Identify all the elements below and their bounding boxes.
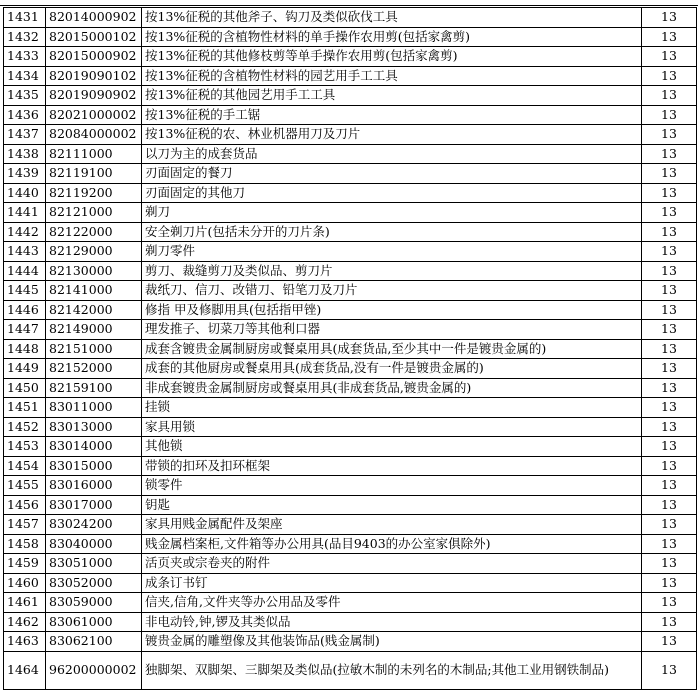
tax-rate-cell: 13 [642, 515, 697, 535]
commodity-code-cell: 83017000 [46, 495, 142, 515]
row-index-cell: 1454 [4, 456, 46, 476]
commodity-code-cell: 82119200 [46, 183, 142, 203]
commodity-code-cell: 83062100 [46, 632, 142, 652]
table-row [4, 261, 697, 281]
commodity-description-cell: 锁零件 [142, 476, 642, 496]
table-row [4, 222, 697, 242]
commodity-code-cell: 82021000002 [46, 105, 142, 125]
tax-rate-cell: 13 [642, 593, 697, 613]
tax-rate-cell: 13 [642, 573, 697, 593]
row-index-cell: 1452 [4, 417, 46, 437]
tax-rate-cell: 13 [642, 242, 697, 262]
tax-rate-cell: 13 [642, 359, 697, 379]
tax-rate-cell: 13 [642, 534, 697, 554]
commodity-code-cell: 83011000 [46, 398, 142, 418]
commodity-description-cell: 挂锁 [142, 398, 642, 418]
tax-rate-cell: 13 [642, 105, 697, 125]
commodity-code-cell: 83015000 [46, 456, 142, 476]
row-index-cell: 1434 [4, 66, 46, 86]
commodity-description-cell: 剪刀、裁缝剪刀及类似品、剪刀片 [142, 261, 642, 281]
tax-rate-cell: 13 [642, 261, 697, 281]
tariff-table [3, 7, 697, 690]
row-index-cell: 1432 [4, 27, 46, 47]
commodity-code-cell: 83016000 [46, 476, 142, 496]
table-row [4, 86, 697, 106]
row-index-cell: 1431 [4, 8, 46, 28]
commodity-description-cell: 按13%征税的其他修枝剪等单手操作农用剪(包括家禽剪) [142, 47, 642, 67]
commodity-description-cell: 剃刀 [142, 203, 642, 223]
tax-rate-cell: 13 [642, 456, 697, 476]
tax-rate-cell: 13 [642, 27, 697, 47]
commodity-description-cell: 刃面固定的其他刀 [142, 183, 642, 203]
commodity-code-cell: 82152000 [46, 359, 142, 379]
commodity-code-cell: 82130000 [46, 261, 142, 281]
commodity-description-cell: 剃刀零件 [142, 242, 642, 262]
row-index-cell: 1445 [4, 281, 46, 301]
table-row [4, 495, 697, 515]
row-index-cell: 1444 [4, 261, 46, 281]
tax-rate-cell: 13 [642, 66, 697, 86]
commodity-code-cell: 82142000 [46, 300, 142, 320]
row-index-cell: 1461 [4, 593, 46, 613]
tax-rate-cell: 13 [642, 300, 697, 320]
commodity-description-cell: 按13%征税的含植物性材料的园艺用手工工具 [142, 66, 642, 86]
row-index-cell: 1433 [4, 47, 46, 67]
commodity-description-cell: 按13%征税的其他园艺用手工工具 [142, 86, 642, 106]
commodity-code-cell: 82141000 [46, 281, 142, 301]
commodity-description-cell: 按13%征税的手工锯 [142, 105, 642, 125]
table-row [4, 164, 697, 184]
table-row [4, 242, 697, 262]
row-index-cell: 1441 [4, 203, 46, 223]
commodity-description-cell: 家具用锁 [142, 417, 642, 437]
previous-page-table-edge [0, 0, 698, 6]
commodity-description-cell: 贱金属档案柜,文件箱等办公用具(品目9403的办公室家俱除外) [142, 534, 642, 554]
commodity-description-cell: 裁纸刀、信刀、改错刀、铅笔刀及刀片 [142, 281, 642, 301]
table-row [4, 417, 697, 437]
table-row [4, 476, 697, 496]
row-index-cell: 1449 [4, 359, 46, 379]
table-row [4, 632, 697, 652]
tax-rate-cell: 13 [642, 417, 697, 437]
tax-rate-cell: 13 [642, 651, 697, 689]
commodity-description-cell: 非电动铃,钟,锣及其类似品 [142, 612, 642, 632]
tax-rate-cell: 13 [642, 398, 697, 418]
row-index-cell: 1455 [4, 476, 46, 496]
row-index-cell: 1443 [4, 242, 46, 262]
row-index-cell: 1451 [4, 398, 46, 418]
table-row [4, 66, 697, 86]
commodity-description-cell: 按13%征税的农、林业机器用刀及刀片 [142, 125, 642, 145]
row-index-cell: 1446 [4, 300, 46, 320]
commodity-code-cell: 82014000902 [46, 8, 142, 28]
commodity-description-cell: 非成套镀贵金属制厨房或餐桌用具(非成套货品,镀贵金属的) [142, 378, 642, 398]
tax-rate-cell: 13 [642, 86, 697, 106]
commodity-description-cell: 成套的其他厨房或餐桌用具(成套货品,没有一件是镀贵金属的) [142, 359, 642, 379]
row-index-cell: 1442 [4, 222, 46, 242]
tariff-table-body [4, 8, 697, 690]
tax-rate-cell: 13 [642, 339, 697, 359]
table-row [4, 359, 697, 379]
row-index-cell: 1435 [4, 86, 46, 106]
table-row [4, 203, 697, 223]
commodity-code-cell: 83014000 [46, 437, 142, 457]
table-row [4, 339, 697, 359]
tax-rate-cell: 13 [642, 8, 697, 28]
commodity-description-cell: 独脚架、双脚架、三脚架及类似品(拉敏木制的未列名的木制品;其他工业用钢铁制品) [142, 651, 642, 689]
commodity-description-cell: 理发推子、切菜刀等其他利口器 [142, 320, 642, 340]
tax-rate-cell: 13 [642, 437, 697, 457]
commodity-description-cell: 修指 甲及修脚用具(包括指甲锉) [142, 300, 642, 320]
tax-rate-cell: 13 [642, 281, 697, 301]
row-index-cell: 1450 [4, 378, 46, 398]
commodity-description-cell: 镀贵金属的雕塑像及其他装饰品(贱金属制) [142, 632, 642, 652]
commodity-description-cell: 按13%征税的含植物性材料的单手操作农用剪(包括家禽剪) [142, 27, 642, 47]
commodity-description-cell: 带锁的扣环及扣环框架 [142, 456, 642, 476]
row-index-cell: 1460 [4, 573, 46, 593]
table-row [4, 573, 697, 593]
commodity-code-cell: 83059000 [46, 593, 142, 613]
commodity-description-cell: 成条订书钉 [142, 573, 642, 593]
commodity-code-cell: 83013000 [46, 417, 142, 437]
commodity-code-cell: 82084000002 [46, 125, 142, 145]
table-row [4, 378, 697, 398]
tax-rate-cell: 13 [642, 476, 697, 496]
row-index-cell: 1436 [4, 105, 46, 125]
table-row [4, 398, 697, 418]
row-index-cell: 1458 [4, 534, 46, 554]
commodity-code-cell: 83061000 [46, 612, 142, 632]
table-row [4, 437, 697, 457]
row-index-cell: 1447 [4, 320, 46, 340]
commodity-code-cell: 82111000 [46, 144, 142, 164]
table-row [4, 534, 697, 554]
table-row [4, 105, 697, 125]
row-index-cell: 1448 [4, 339, 46, 359]
row-index-cell: 1463 [4, 632, 46, 652]
commodity-description-cell: 信夹,信角,文件夹等办公用品及零件 [142, 593, 642, 613]
tax-rate-cell: 13 [642, 320, 697, 340]
tax-rate-cell: 13 [642, 183, 697, 203]
tax-rate-cell: 13 [642, 222, 697, 242]
commodity-code-cell: 82121000 [46, 203, 142, 223]
table-row [4, 320, 697, 340]
commodity-code-cell: 83052000 [46, 573, 142, 593]
commodity-description-cell: 家具用贱金属配件及架座 [142, 515, 642, 535]
table-row [4, 8, 697, 28]
table-row [4, 183, 697, 203]
tax-rate-cell: 13 [642, 554, 697, 574]
table-row [4, 651, 697, 689]
table-row [4, 515, 697, 535]
commodity-code-cell: 83024200 [46, 515, 142, 535]
commodity-description-cell: 成套含镀贵金属制厨房或餐桌用具(成套货品,至少其中一件是镀贵金属的) [142, 339, 642, 359]
tax-rate-cell: 13 [642, 203, 697, 223]
commodity-code-cell: 82122000 [46, 222, 142, 242]
commodity-code-cell: 82015000902 [46, 47, 142, 67]
table-row [4, 47, 697, 67]
commodity-code-cell: 82151000 [46, 339, 142, 359]
commodity-code-cell: 96200000002 [46, 651, 142, 689]
commodity-description-cell: 其他锁 [142, 437, 642, 457]
tax-rate-cell: 13 [642, 378, 697, 398]
tax-rate-cell: 13 [642, 125, 697, 145]
table-row [4, 125, 697, 145]
table-row [4, 27, 697, 47]
tax-rate-cell: 13 [642, 632, 697, 652]
row-index-cell: 1459 [4, 554, 46, 574]
table-row [4, 300, 697, 320]
row-index-cell: 1438 [4, 144, 46, 164]
row-index-cell: 1439 [4, 164, 46, 184]
commodity-description-cell: 以刀为主的成套货品 [142, 144, 642, 164]
row-index-cell: 1437 [4, 125, 46, 145]
table-row [4, 144, 697, 164]
commodity-code-cell: 82129000 [46, 242, 142, 262]
commodity-code-cell: 82159100 [46, 378, 142, 398]
row-index-cell: 1464 [4, 651, 46, 689]
commodity-code-cell: 82019090102 [46, 66, 142, 86]
tax-rate-cell: 13 [642, 144, 697, 164]
tax-rate-cell: 13 [642, 612, 697, 632]
commodity-description-cell: 钥匙 [142, 495, 642, 515]
table-row [4, 456, 697, 476]
table-row [4, 593, 697, 613]
commodity-description-cell: 按13%征税的其他斧子、钩刀及类似砍伐工具 [142, 8, 642, 28]
commodity-description-cell: 刃面固定的餐刀 [142, 164, 642, 184]
commodity-description-cell: 安全剃刀片(包括未分开的刀片条) [142, 222, 642, 242]
tax-rate-cell: 13 [642, 164, 697, 184]
row-index-cell: 1453 [4, 437, 46, 457]
tax-rate-cell: 13 [642, 495, 697, 515]
commodity-code-cell: 83040000 [46, 534, 142, 554]
commodity-code-cell: 82019090902 [46, 86, 142, 106]
commodity-code-cell: 82015000102 [46, 27, 142, 47]
table-row [4, 554, 697, 574]
row-index-cell: 1456 [4, 495, 46, 515]
tax-rate-cell: 13 [642, 47, 697, 67]
table-row [4, 612, 697, 632]
commodity-code-cell: 82149000 [46, 320, 142, 340]
commodity-description-cell: 活页夹或宗卷夹的附件 [142, 554, 642, 574]
row-index-cell: 1462 [4, 612, 46, 632]
row-index-cell: 1457 [4, 515, 46, 535]
commodity-code-cell: 83051000 [46, 554, 142, 574]
row-index-cell: 1440 [4, 183, 46, 203]
table-row [4, 281, 697, 301]
commodity-code-cell: 82119100 [46, 164, 142, 184]
